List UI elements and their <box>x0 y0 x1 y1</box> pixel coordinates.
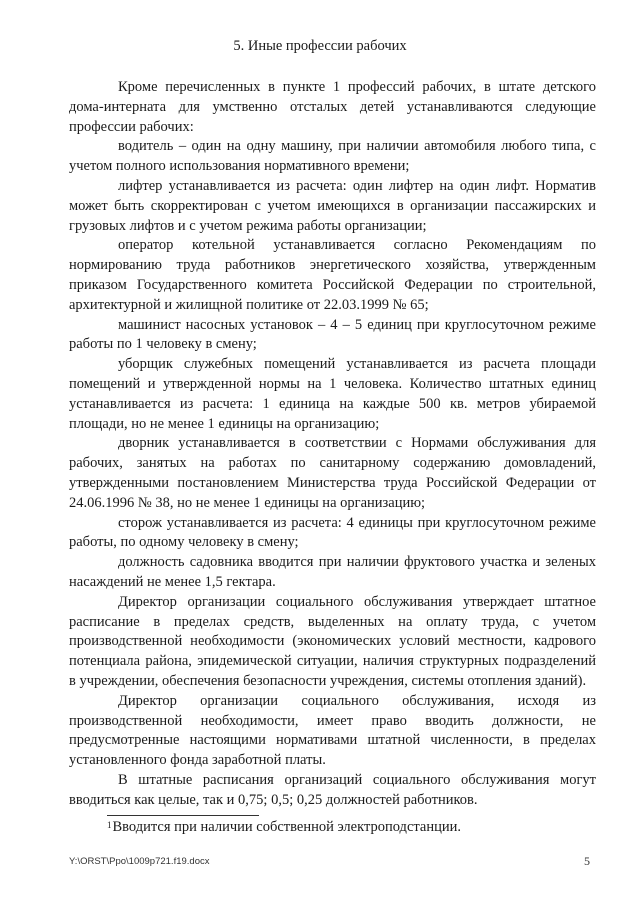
section-heading: 5. Иные профессии рабочих <box>233 38 407 54</box>
paragraph-janitor: дворник устанавливается в соответствии с Нормами обслуживания для рабочих, занятых на работах по санитарному содержанию домовладений, утвержденными постановлением Министерства труда Российской Федерации от 24.06.1996 № 38, но не менее 1 единицы на организацию; <box>69 435 596 511</box>
footnote-text: Вводится при наличии собственной электроподстанции. <box>112 819 461 835</box>
paragraph-boiler-operator: оператор котельной устанавливается согласно Рекомендациям по нормированию труда работников энергетического хозяйства, утвержденным приказом Государственного комитета Российской Федерации по строительной, архитектурной и жилищной политике от 22.03.1999 № 65; <box>69 237 596 313</box>
paragraph-gardener: должность садовника вводится при наличии фруктового участка и зеленых насаждений не менее 1,5 гектара. <box>69 554 596 590</box>
paragraph-intro: Кроме перечисленных в пункте 1 профессий рабочих, в штате детского дома-интерната для умственно отсталых детей устанавливаются следующие профессии рабочих: <box>69 79 596 135</box>
paragraph-watchman: сторож устанавливается из расчета: 4 единицы при круглосуточном режиме работы, по одному человеку в смену; <box>69 514 596 551</box>
paragraph-lift-operator: лифтер устанавливается из расчета: один лифтер на один лифт. Норматив может быть скорректирован с учетом имеющихся в организации пассажирских и грузовых лифтов и с учетом режима работы организации; <box>69 177 596 234</box>
paragraph-fractional-positions: В штатные расписания организаций социального обслуживания могут вводиться как целые, так и 0,75; 0,5; 0,25 должностей работников. <box>69 771 596 808</box>
footnote-marker: 1 <box>107 820 112 830</box>
footer-file-path: Y:\ORST\Ppo\1009p721.f19.docx <box>69 856 210 867</box>
document-body <box>69 78 596 810</box>
footnote <box>107 818 461 837</box>
paragraph-pump-operator: машинист насосных установок – 4 – 5 единиц при круглосуточном режиме работы по 1 человеку в смену; <box>69 316 596 353</box>
paragraph-director-staffing: Директор организации социального обслуживания утверждает штатное расписание в пределах средств, выделенных на оплату труда, с учетом производственной необходимости (экономических условий местности, кадрового потенциала района, эпидемической ситуации, наличия структурных подразделений в учреждении, обеспечения безопасности учреждения, системы отопления зданий). <box>69 593 596 689</box>
paragraph-driver: водитель – один на одну машину, при наличии автомобиля любого типа, с учетом полного использования нормативного времени; <box>69 138 596 175</box>
paragraph-director-positions: Директор организации социального обслуживания, исходя из производственной необходимости, имеет право вводить должности, не предусмотренные настоящими нормативами штатной численности, в пределах установленного фонда заработной платы. <box>69 692 596 769</box>
footnote-separator <box>107 815 259 816</box>
paragraph-office-cleaner: уборщик служебных помещений устанавливается из расчета площади помещений и утвержденной нормы на 1 человека. Количество штатных единиц устанавливается из расчета: 1 единица на каждые 500 кв. метров убираемой площади, но не менее 1 единицы на организацию; <box>69 356 596 432</box>
footer-page-number: 5 <box>584 854 590 868</box>
